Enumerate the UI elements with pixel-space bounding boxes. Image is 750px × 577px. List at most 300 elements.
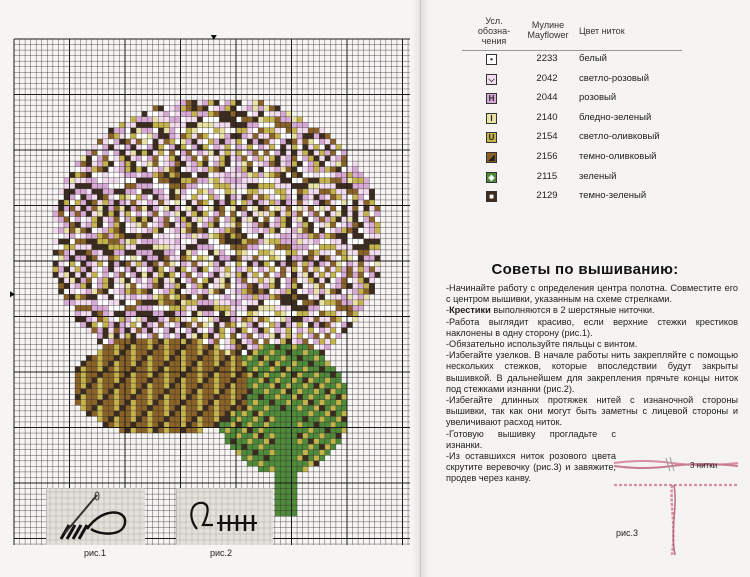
stitch-cell bbox=[330, 150, 336, 156]
stitch-cell bbox=[158, 405, 164, 411]
stitch-cell bbox=[181, 372, 187, 378]
stitch-cell bbox=[236, 400, 242, 406]
stitch-cell bbox=[153, 416, 159, 422]
stitch-cell bbox=[92, 261, 98, 267]
stitch-cell bbox=[181, 416, 187, 422]
stitch-cell bbox=[142, 244, 148, 250]
stitch-cell bbox=[197, 189, 203, 195]
stitch-cell bbox=[292, 405, 298, 411]
stitch-cell bbox=[242, 450, 248, 456]
stitch-cell bbox=[75, 178, 81, 184]
stitch-cell bbox=[358, 289, 364, 295]
stitch-cell bbox=[347, 211, 353, 217]
stitch-cell bbox=[219, 411, 225, 417]
stitch-cell bbox=[158, 244, 164, 250]
stitch-cell bbox=[314, 350, 320, 356]
stitch-cell bbox=[292, 505, 298, 511]
stitch-cell bbox=[303, 378, 309, 384]
stitch-cell bbox=[264, 183, 270, 189]
stitch-cell bbox=[280, 272, 286, 278]
stitch-cell bbox=[286, 339, 292, 345]
stitch-cell bbox=[86, 289, 92, 295]
figure-2-caption: рис.2 bbox=[210, 548, 233, 558]
stitch-cell bbox=[314, 183, 320, 189]
stitch-cell bbox=[286, 350, 292, 356]
stitch-cell bbox=[230, 444, 236, 450]
stitch-cell bbox=[275, 361, 281, 367]
stitch-cell bbox=[64, 289, 70, 295]
stitch-cell bbox=[136, 228, 142, 234]
stitch-cell bbox=[280, 161, 286, 167]
stitch-cell bbox=[225, 250, 231, 256]
stitch-cell bbox=[186, 322, 192, 328]
stitch-cell bbox=[175, 278, 181, 284]
stitch-cell bbox=[203, 361, 209, 367]
stitch-cell bbox=[108, 217, 114, 223]
stitch-cell bbox=[330, 233, 336, 239]
stitch-cell bbox=[186, 394, 192, 400]
stitch-cell bbox=[275, 477, 281, 483]
stitch-cell bbox=[169, 328, 175, 334]
stitch-cell bbox=[303, 183, 309, 189]
stitch-cell bbox=[347, 294, 353, 300]
stitch-cell bbox=[108, 400, 114, 406]
stitch-cell bbox=[136, 400, 142, 406]
stitch-cell bbox=[314, 344, 320, 350]
stitch-cell bbox=[325, 416, 331, 422]
stitch-cell bbox=[92, 167, 98, 173]
stitch-cell bbox=[219, 244, 225, 250]
stitch-cell bbox=[286, 133, 292, 139]
stitch-cell bbox=[319, 366, 325, 372]
stitch-cell bbox=[258, 117, 264, 123]
stitch-cell bbox=[230, 311, 236, 317]
stitch-cell bbox=[236, 111, 242, 117]
stitch-cell bbox=[219, 355, 225, 361]
stitch-cell bbox=[308, 211, 314, 217]
stitch-cell bbox=[208, 400, 214, 406]
stitch-cell bbox=[131, 222, 137, 228]
stitch-cell bbox=[275, 416, 281, 422]
stitch-cell bbox=[192, 372, 198, 378]
stitch-cell bbox=[197, 278, 203, 284]
stitch-cell bbox=[164, 344, 170, 350]
stitch-cell bbox=[264, 339, 270, 345]
stitch-cell bbox=[203, 405, 209, 411]
stitch-cell bbox=[75, 372, 81, 378]
stitch-cell bbox=[169, 106, 175, 112]
stitch-cell bbox=[292, 217, 298, 223]
stitch-cell bbox=[119, 217, 125, 223]
stitch-cell bbox=[208, 355, 214, 361]
stitch-cell bbox=[258, 239, 264, 245]
stitch-cell bbox=[192, 156, 198, 162]
stitch-cell bbox=[319, 144, 325, 150]
stitch-cell bbox=[258, 455, 264, 461]
stitch-cell bbox=[292, 122, 298, 128]
stitch-cell bbox=[247, 183, 253, 189]
stitch-cell bbox=[297, 233, 303, 239]
stitch-cell bbox=[280, 361, 286, 367]
stitch-cell bbox=[230, 189, 236, 195]
stitch-cell bbox=[242, 228, 248, 234]
stitch-cell bbox=[197, 222, 203, 228]
legend-row bbox=[462, 148, 722, 168]
stitch-cell bbox=[119, 389, 125, 395]
stitch-cell bbox=[214, 272, 220, 278]
stitch-cell bbox=[97, 228, 103, 234]
stitch-cell bbox=[347, 228, 353, 234]
stitch-cell bbox=[58, 222, 64, 228]
stitch-cell bbox=[236, 444, 242, 450]
stitch-cell bbox=[253, 239, 259, 245]
stitch-cell bbox=[258, 333, 264, 339]
stitch-cell bbox=[186, 339, 192, 345]
stitch-cell bbox=[142, 233, 148, 239]
stitch-cell bbox=[119, 350, 125, 356]
stitch-cell bbox=[225, 267, 231, 273]
stitch-cell bbox=[64, 244, 70, 250]
stitch-cell bbox=[280, 466, 286, 472]
stitch-cell bbox=[136, 267, 142, 273]
stitch-cell bbox=[219, 322, 225, 328]
stitch-cell bbox=[325, 328, 331, 334]
stitch-cell bbox=[319, 133, 325, 139]
stitch-cell bbox=[353, 317, 359, 323]
stitch-cell bbox=[242, 272, 248, 278]
stitch-cell bbox=[181, 206, 187, 212]
stitch-cell bbox=[269, 389, 275, 395]
stitch-cell bbox=[119, 305, 125, 311]
stitch-cell bbox=[297, 405, 303, 411]
stitch-cell bbox=[175, 200, 181, 206]
stitch-cell bbox=[86, 156, 92, 162]
stitch-cell bbox=[280, 128, 286, 134]
stitch-cell bbox=[297, 344, 303, 350]
stitch-cell bbox=[303, 433, 309, 439]
stitch-cell bbox=[353, 206, 359, 212]
stitch-cell bbox=[308, 228, 314, 234]
stitch-cell bbox=[292, 183, 298, 189]
stitch-cell bbox=[147, 167, 153, 173]
stitch-cell bbox=[92, 211, 98, 217]
stitch-cell bbox=[292, 144, 298, 150]
stitch-cell bbox=[330, 433, 336, 439]
stitch-cell bbox=[303, 278, 309, 284]
stitch-cell bbox=[203, 144, 209, 150]
stitch-cell bbox=[92, 156, 98, 162]
legend-symbol: ◢ bbox=[486, 152, 497, 163]
stitch-cell bbox=[114, 200, 120, 206]
stitch-cell bbox=[264, 194, 270, 200]
stitch-cell bbox=[264, 300, 270, 306]
stitch-cell bbox=[336, 389, 342, 395]
stitch-cell bbox=[153, 333, 159, 339]
stitch-cell bbox=[142, 311, 148, 317]
stitch-cell bbox=[219, 178, 225, 184]
stitch-cell bbox=[253, 372, 259, 378]
stitch-cell bbox=[153, 366, 159, 372]
stitch-cell bbox=[347, 194, 353, 200]
stitch-cell bbox=[347, 156, 353, 162]
stitch-cell bbox=[303, 211, 309, 217]
stitch-cell bbox=[275, 428, 281, 434]
stitch-cell bbox=[225, 156, 231, 162]
stitch-cell bbox=[108, 189, 114, 195]
stitch-cell bbox=[153, 200, 159, 206]
stitch-cell bbox=[358, 183, 364, 189]
stitch-cell bbox=[280, 477, 286, 483]
stitch-cell bbox=[336, 178, 342, 184]
stitch-cell bbox=[297, 133, 303, 139]
stitch-cell bbox=[292, 272, 298, 278]
stitch-cell bbox=[369, 211, 375, 217]
stitch-cell bbox=[142, 189, 148, 195]
stitch-cell bbox=[242, 161, 248, 167]
stitch-cell bbox=[225, 411, 231, 417]
stitch-cell bbox=[169, 339, 175, 345]
stitch-cell bbox=[280, 305, 286, 311]
stitch-cell bbox=[336, 150, 342, 156]
stitch-cell bbox=[308, 444, 314, 450]
stitch-cell bbox=[103, 294, 109, 300]
stitch-cell bbox=[75, 267, 81, 273]
stitch-cell bbox=[175, 411, 181, 417]
stitch-cell bbox=[297, 228, 303, 234]
stitch-cell bbox=[136, 233, 142, 239]
stitch-cell bbox=[242, 455, 248, 461]
stitch-cell bbox=[219, 144, 225, 150]
stitch-cell bbox=[119, 244, 125, 250]
stitch-cell bbox=[186, 294, 192, 300]
stitch-cell bbox=[86, 267, 92, 273]
stitch-cell bbox=[308, 350, 314, 356]
stitch-cell bbox=[181, 189, 187, 195]
stitch-cell bbox=[230, 422, 236, 428]
stitch-cell bbox=[158, 261, 164, 267]
stitch-cell bbox=[70, 289, 76, 295]
stitch-cell bbox=[303, 333, 309, 339]
stitch-cell bbox=[164, 317, 170, 323]
stitch-cell bbox=[81, 317, 87, 323]
stitch-cell bbox=[269, 178, 275, 184]
stitch-cell bbox=[219, 222, 225, 228]
stitch-cell bbox=[297, 411, 303, 417]
stitch-cell bbox=[97, 350, 103, 356]
stitch-cell bbox=[303, 411, 309, 417]
stitch-cell bbox=[64, 200, 70, 206]
stitch-cell bbox=[319, 322, 325, 328]
figure-3-twisted-cord bbox=[612, 455, 742, 565]
stitch-cell bbox=[319, 161, 325, 167]
stitch-cell bbox=[131, 278, 137, 284]
stitch-cell bbox=[197, 422, 203, 428]
stitch-cell bbox=[225, 322, 231, 328]
stitch-cell bbox=[319, 405, 325, 411]
stitch-cell bbox=[164, 355, 170, 361]
stitch-cell bbox=[275, 489, 281, 495]
stitch-cell bbox=[225, 111, 231, 117]
legend-color-name: светло-оливковый bbox=[579, 131, 660, 143]
stitch-cell bbox=[81, 250, 87, 256]
stitch-cell bbox=[103, 283, 109, 289]
stitch-cell bbox=[147, 217, 153, 223]
stitch-cell bbox=[164, 217, 170, 223]
stitch-cell bbox=[330, 294, 336, 300]
legend-color-name: бледно-зеленый bbox=[579, 111, 652, 123]
stitch-cell bbox=[253, 378, 259, 384]
stitch-cell bbox=[169, 422, 175, 428]
stitch-cell bbox=[236, 394, 242, 400]
stitch-cell bbox=[158, 328, 164, 334]
stitch-cell bbox=[358, 305, 364, 311]
stitch-cell bbox=[230, 200, 236, 206]
stitch-cell bbox=[114, 378, 120, 384]
stitch-cell bbox=[314, 133, 320, 139]
stitch-cell bbox=[236, 156, 242, 162]
stitch-cell bbox=[125, 200, 131, 206]
stitch-cell bbox=[258, 289, 264, 295]
stitch-cell bbox=[336, 311, 342, 317]
stitch-cell bbox=[70, 283, 76, 289]
stitch-cell bbox=[347, 255, 353, 261]
stitch-cell bbox=[75, 200, 81, 206]
stitch-cell bbox=[203, 400, 209, 406]
stitch-cell bbox=[197, 311, 203, 317]
stitch-cell bbox=[303, 350, 309, 356]
stitch-cell bbox=[92, 411, 98, 417]
stitch-cell bbox=[341, 217, 347, 223]
stitch-cell bbox=[314, 194, 320, 200]
stitch-cell bbox=[192, 339, 198, 345]
stitch-cell bbox=[336, 317, 342, 323]
stitch-cell bbox=[186, 211, 192, 217]
stitch-cell bbox=[225, 355, 231, 361]
legend-row bbox=[462, 128, 722, 148]
stitch-cell bbox=[236, 383, 242, 389]
stitch-cell bbox=[103, 183, 109, 189]
stitch-cell bbox=[131, 272, 137, 278]
stitch-cell bbox=[119, 122, 125, 128]
stitch-cell bbox=[203, 233, 209, 239]
stitch-cell bbox=[308, 355, 314, 361]
stitch-cell bbox=[125, 366, 131, 372]
stitch-cell bbox=[103, 178, 109, 184]
stitch-cell bbox=[164, 211, 170, 217]
stitch-cell bbox=[153, 328, 159, 334]
stitch-cell bbox=[136, 161, 142, 167]
stitch-cell bbox=[81, 172, 87, 178]
stitch-cell bbox=[131, 122, 137, 128]
stitch-cell bbox=[325, 228, 331, 234]
stitch-cell bbox=[186, 183, 192, 189]
stitch-cell bbox=[297, 444, 303, 450]
stitch-cell bbox=[280, 489, 286, 495]
stitch-cell bbox=[158, 428, 164, 434]
stitch-cell bbox=[136, 144, 142, 150]
needle-icon bbox=[47, 489, 145, 545]
stitch-cell bbox=[214, 217, 220, 223]
stitch-cell bbox=[103, 311, 109, 317]
stitch-cell bbox=[286, 217, 292, 223]
stitch-cell bbox=[347, 311, 353, 317]
stitch-cell bbox=[158, 217, 164, 223]
stitch-cell bbox=[214, 111, 220, 117]
stitch-cell bbox=[230, 333, 236, 339]
stitch-cell bbox=[108, 361, 114, 367]
stitch-cell bbox=[158, 394, 164, 400]
stitch-cell bbox=[269, 383, 275, 389]
stitch-cell bbox=[214, 189, 220, 195]
stitch-cell bbox=[119, 194, 125, 200]
stitch-cell bbox=[275, 483, 281, 489]
stitch-cell bbox=[81, 261, 87, 267]
stitch-cell bbox=[58, 267, 64, 273]
stitch-cell bbox=[192, 272, 198, 278]
stitch-cell bbox=[164, 200, 170, 206]
stitch-cell bbox=[164, 278, 170, 284]
stitch-cell bbox=[286, 150, 292, 156]
stitch-cell bbox=[153, 350, 159, 356]
stitch-cell bbox=[358, 250, 364, 256]
stitch-cell bbox=[253, 217, 259, 223]
stitch-cell bbox=[258, 167, 264, 173]
stitch-cell bbox=[264, 389, 270, 395]
stitch-cell bbox=[169, 194, 175, 200]
stitch-cell bbox=[303, 444, 309, 450]
stitch-cell bbox=[230, 106, 236, 112]
stitch-cell bbox=[292, 411, 298, 417]
stitch-cell bbox=[358, 272, 364, 278]
stitch-cell bbox=[131, 217, 137, 223]
stitch-cell bbox=[225, 333, 231, 339]
stitch-cell bbox=[280, 355, 286, 361]
stitch-cell bbox=[264, 305, 270, 311]
stitch-cell bbox=[225, 361, 231, 367]
stitch-cell bbox=[208, 194, 214, 200]
stitch-cell bbox=[97, 239, 103, 245]
stitch-cell bbox=[303, 289, 309, 295]
stitch-cell bbox=[258, 450, 264, 456]
stitch-cell bbox=[108, 366, 114, 372]
stitch-cell bbox=[230, 411, 236, 417]
stitch-cell bbox=[308, 289, 314, 295]
stitch-cell bbox=[247, 455, 253, 461]
stitch-cell bbox=[247, 261, 253, 267]
stitch-cell bbox=[253, 422, 259, 428]
stitch-cell bbox=[142, 333, 148, 339]
stitch-cell bbox=[81, 383, 87, 389]
stitch-cell bbox=[119, 311, 125, 317]
stitch-cell bbox=[81, 222, 87, 228]
stitch-cell bbox=[125, 255, 131, 261]
stitch-cell bbox=[153, 389, 159, 395]
stitch-cell bbox=[114, 372, 120, 378]
stitch-cell bbox=[136, 133, 142, 139]
stitch-cell bbox=[175, 250, 181, 256]
stitch-cell bbox=[169, 272, 175, 278]
stitch-cell bbox=[197, 217, 203, 223]
tip-center: -Начинайте работу с определения центра полотна. Совместите его с центром вышивки, указанным на схеме стрелками. bbox=[446, 283, 738, 305]
stitch-cell bbox=[319, 383, 325, 389]
stitch-cell bbox=[319, 422, 325, 428]
stitch-cell bbox=[358, 255, 364, 261]
stitch-cell bbox=[114, 405, 120, 411]
stitch-cell bbox=[286, 383, 292, 389]
stitch-cell bbox=[280, 172, 286, 178]
stitch-cell bbox=[275, 455, 281, 461]
stitch-cell bbox=[169, 156, 175, 162]
